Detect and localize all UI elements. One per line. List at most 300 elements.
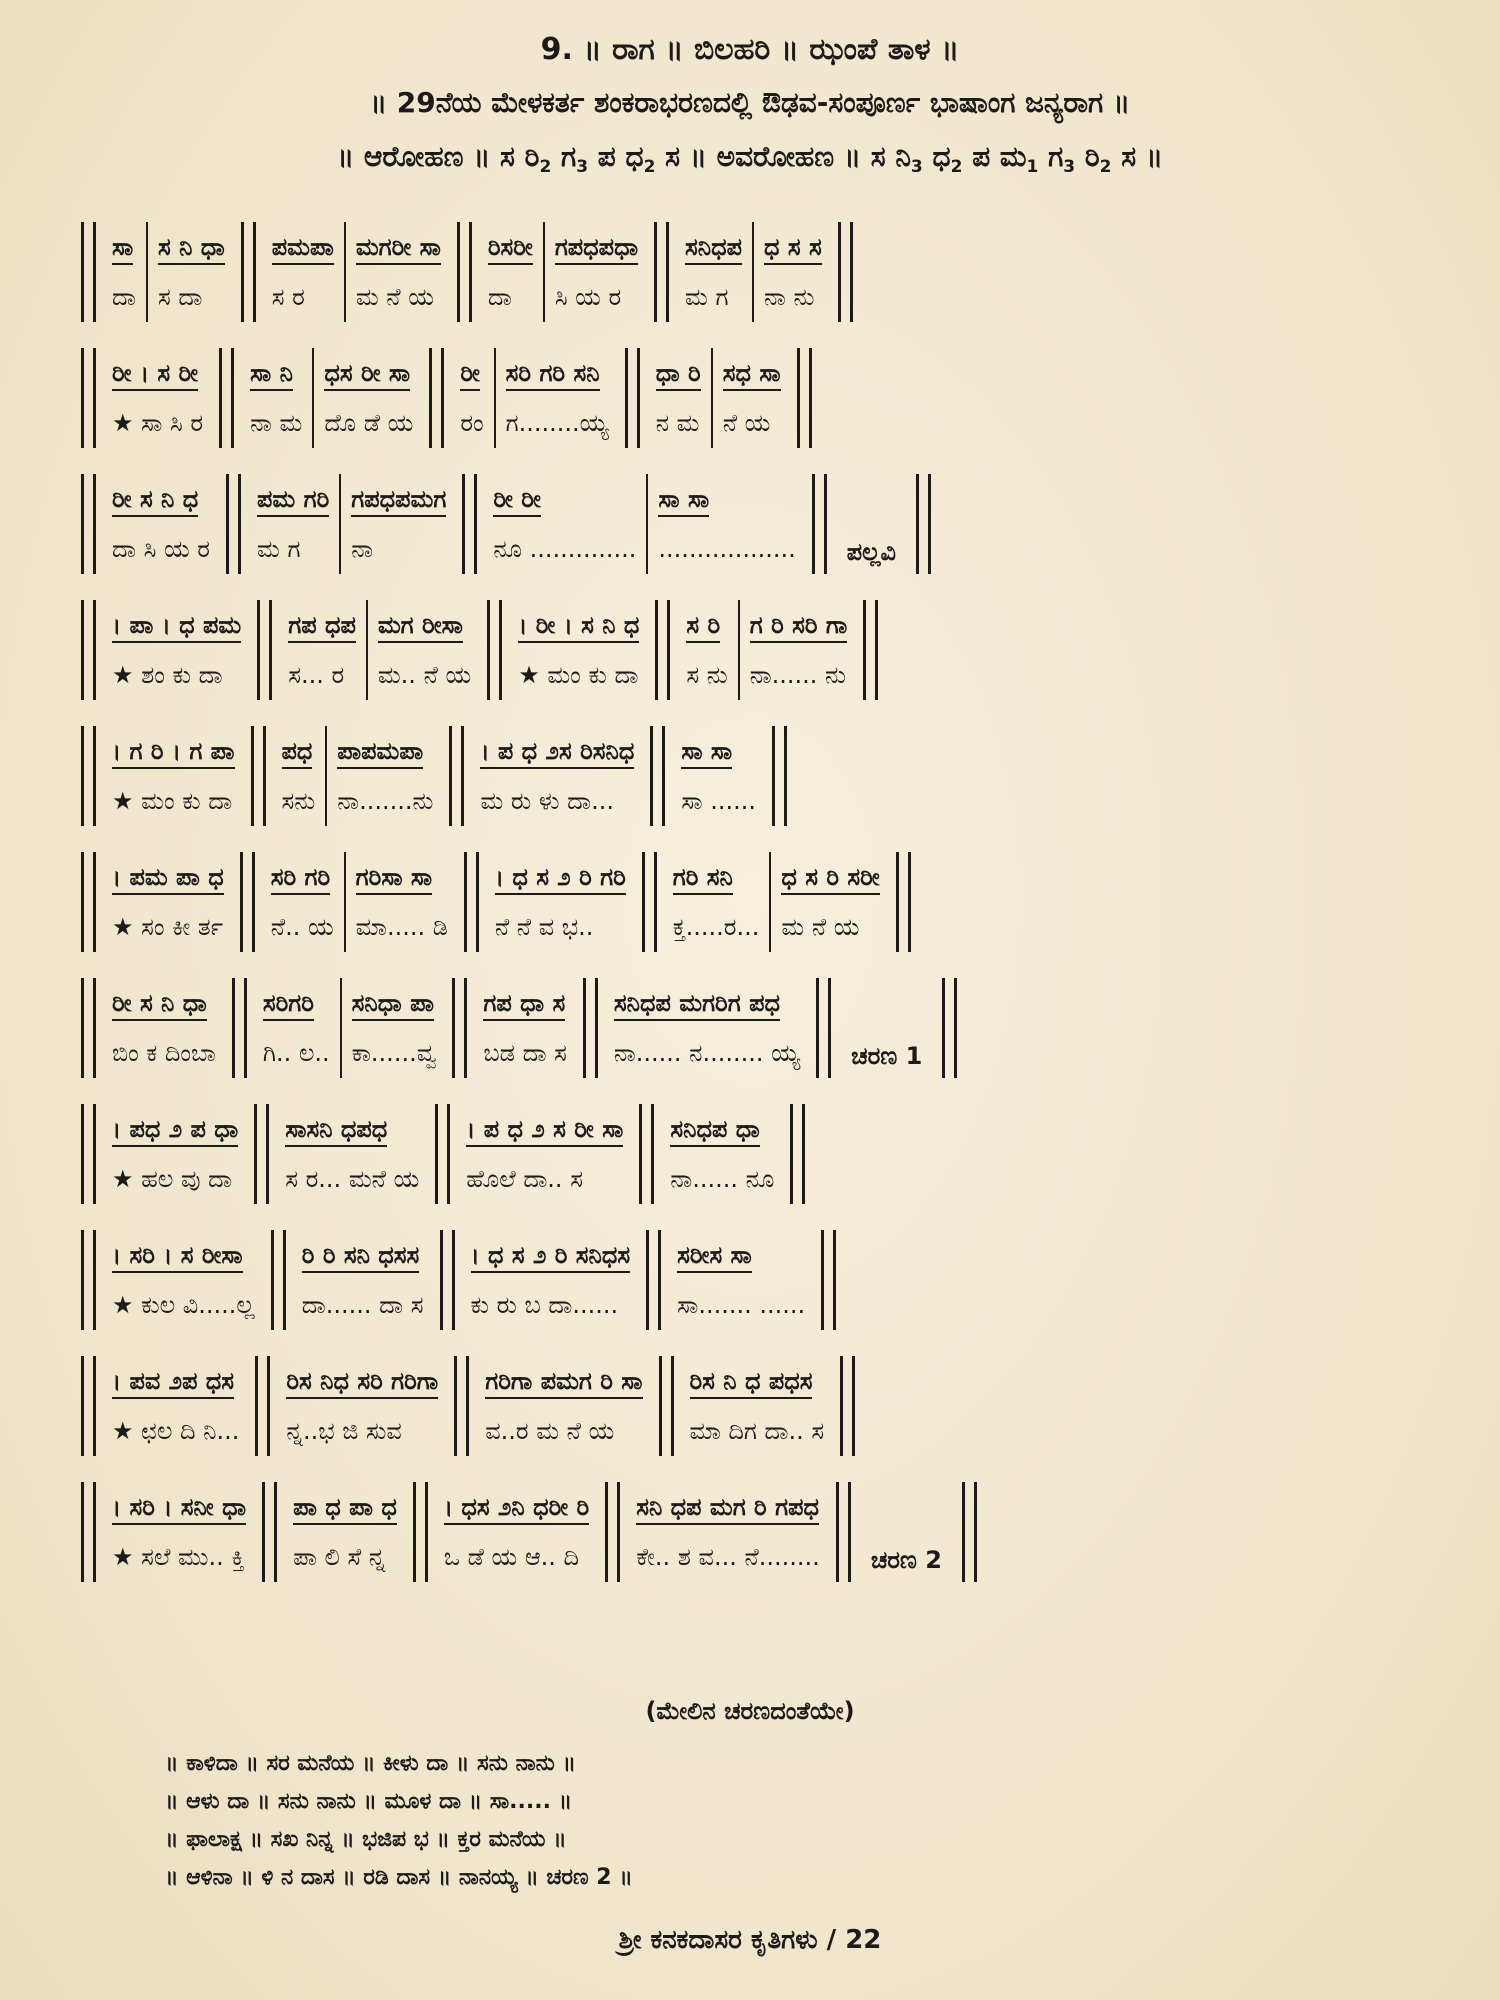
swara-text: [112, 726, 235, 776]
swara-text: [723, 348, 781, 398]
notation-row: [75, 1104, 1425, 1204]
notation-cell: [456, 1104, 633, 1204]
swara-text: [352, 978, 437, 1028]
notation-cell: [646, 348, 711, 448]
double-bar-line: [642, 852, 657, 952]
swara-label: ಸರಿ ಗರಿ ಸನಿ: [506, 359, 600, 391]
double-bar-line: [81, 1104, 96, 1204]
notation-cell: [626, 1482, 830, 1582]
swara-label: ಸಾ ಸಾ: [658, 485, 709, 517]
swara-label: ಗರಿಸಾ ಸಾ: [356, 863, 432, 895]
notation-cell: [485, 852, 636, 952]
notation-cell: [667, 1230, 815, 1330]
notation-cell: [663, 852, 770, 952]
swara-text: [518, 600, 639, 650]
double-bar-line: [583, 978, 598, 1078]
swara-label: ರಿಸ ನಿ ಧ ಪಧಸ: [690, 1367, 813, 1399]
sahitya-text: ★ ಸಲೆ ಮು.. ಕ್ತಿ: [112, 1543, 245, 1571]
sahitya-text: ಮಾ..... ಡಿ: [355, 913, 448, 941]
double-bar-line: [654, 222, 669, 322]
notation-cell: [102, 1482, 256, 1582]
swara-text: [302, 1230, 424, 1280]
swara-text: [460, 348, 483, 398]
double-bar-line: [226, 474, 241, 574]
double-bar-line: [625, 348, 640, 448]
charana-line: ॥ ಆಳಿನಾ ॥ ಳಿ ನ ದಾಸ ॥ ರಡಿ ದಾಸ ॥ ನಾನಯ್ಯ ॥ ಚರಣ 2 ॥: [165, 1865, 633, 1890]
swara-label: ಪಧ: [282, 737, 313, 769]
swara-label: । ಧ ಸ ೨ ರಿ ಸನಿಧಸ: [471, 1241, 631, 1273]
swara-label: । ಸರಿ । ಸ ರೀಸಾ: [112, 1241, 243, 1273]
charana-line: ॥ ಫಾಲಾಕ್ಷ ॥ ಸಖ ನಿನ್ನ ॥ ಭಜಿಪ ಭ ॥ ಕ್ತರ ಮನೆಯ ॥: [165, 1827, 567, 1852]
notation-row: [75, 1356, 1425, 1456]
swara-text: [471, 1230, 631, 1280]
double-bar-line: [240, 852, 255, 952]
section-label: ಚರಣ 1: [851, 1042, 923, 1070]
sahitya-text: ನೂ ..............: [493, 535, 637, 563]
swara-text: [272, 222, 334, 272]
swara-label: ಗ ರಿ ಸರಿ ಗಾ: [750, 611, 848, 643]
swara-label: ಪಾಪಮಪಾ: [337, 737, 423, 769]
notation-cell: [450, 348, 493, 448]
sahitya-text: ★ ಹಲ ವು ದಾ: [112, 1165, 233, 1193]
swara-text: [656, 348, 701, 398]
notation-row: [75, 1482, 1425, 1582]
swara-text: [293, 1482, 397, 1532]
swara-text: [495, 852, 626, 902]
swara-label: ಸರೀಸ ಸಾ: [677, 1241, 752, 1273]
swara-label: ಸನಿಧಪ: [685, 233, 742, 265]
swara-label: ಸಾ ನಿ: [250, 359, 293, 391]
double-bar-line: [254, 1104, 269, 1204]
sahitya-text: ಒ ಡೆ ಯ ಆ.. ದಿ: [443, 1543, 580, 1571]
sahitya-text: ಮ ಗ: [257, 535, 301, 563]
sahitya-text: ಸ ರ... ಮನೆ ಯ: [285, 1165, 420, 1193]
swara-label: ಸನಿ ಧಪ ಮಗ ರಿ ಗಪಧ: [636, 1493, 819, 1525]
swara-text: [356, 852, 448, 902]
double-bar-line: [271, 1230, 286, 1330]
swara-text: [324, 348, 413, 398]
notation-cell: [475, 1356, 652, 1456]
notation-cell: [483, 474, 646, 574]
notation-row: [75, 474, 1425, 574]
swara-text: [282, 726, 316, 776]
swara-text: [351, 474, 446, 524]
sahitya-text: ಬಡ ದಾ ಸ: [483, 1039, 567, 1067]
swara-text: [112, 852, 224, 902]
double-bar-line: [772, 726, 787, 826]
notation-row: [75, 348, 1425, 448]
notation-cell: [604, 978, 810, 1078]
swara-text: [337, 726, 433, 776]
swara-text: [677, 1230, 805, 1280]
sahitya-text: ಸ... ರ: [288, 661, 345, 689]
notation-cell: [102, 474, 220, 574]
sahitya-text: ಮ ಗ: [685, 283, 729, 311]
sahitya-text: ಕ್ತ.....ರ...: [672, 913, 760, 941]
sahitya-text: ಕು ರು ಬ ದಾ......: [470, 1291, 619, 1319]
sahitya-text: ನೆ ನೆ ವ ಭ..: [494, 913, 594, 941]
swara-text: [286, 1356, 438, 1406]
notation-cell: [671, 726, 766, 826]
notation-cell: [346, 222, 451, 322]
notation-cell: [680, 1356, 835, 1456]
double-bar-line: [81, 222, 96, 322]
double-bar-line: [81, 1230, 96, 1330]
sahitya-text: ನಾ ನು: [764, 283, 815, 311]
double-bar-line: [487, 600, 502, 700]
double-bar-line: [790, 1104, 805, 1204]
swara-text: [257, 474, 329, 524]
double-bar-line: [81, 474, 96, 574]
sahitya-text: ಸನು: [281, 787, 316, 815]
double-bar-line: [655, 600, 670, 700]
double-bar-line: [262, 1482, 277, 1582]
double-bar-line: [650, 726, 665, 826]
swara-text: [112, 978, 216, 1028]
swara-label: । ಪ ಧ ೨ಸ ರಿಸನಿಧ: [480, 737, 634, 769]
notation-cell: [102, 600, 251, 700]
swara-label: । ಧ ಸ ೨ ರಿ ಗರಿ: [495, 863, 626, 895]
double-bar-line: [821, 1230, 836, 1330]
swara-text: [493, 474, 636, 524]
notation-cell: [368, 600, 481, 700]
swara-text: [112, 474, 210, 524]
sahitya-text: ದಾ: [487, 283, 512, 311]
swara-text: [112, 1230, 255, 1280]
swara-text: [288, 600, 356, 650]
swara-text: [681, 726, 756, 776]
swara-text: [670, 1104, 774, 1154]
sahitya-text: ಕಾ......ವ್ವ: [351, 1039, 437, 1067]
charana-line: ॥ ಆಳು ದಾ ॥ ಸನು ನಾನು ॥ ಮೂಳ ದಾ ॥ ಸಾ..... ॥: [165, 1789, 573, 1814]
notation-row: [75, 978, 1425, 1078]
swara-label: ಪಮ ಗರಿ: [257, 485, 329, 517]
notation-cell: [275, 1104, 429, 1204]
swara-label: ಸಾ ಸಾ: [681, 737, 732, 769]
sahitya-text: ನಾ ಮ: [250, 409, 303, 437]
sahitya-text: ಸಾ....... ......: [677, 1291, 806, 1319]
sahitya-text: ಬಿಂ ಕ ದಿಂಬಾ: [112, 1039, 216, 1067]
swara-label: । ರೀ । ಸ ನಿ ಧ: [518, 611, 639, 643]
double-bar-line: [962, 1482, 977, 1582]
sahitya-text: ★ ಸಂ ಕೀ ರ್ತ: [112, 913, 224, 941]
swara-label: । ಗ ರಿ । ಗ ಪಾ: [112, 737, 235, 769]
sahitya-text: ★ ಮಂ ಕು ದಾ: [518, 661, 639, 689]
notation-cell: [496, 348, 619, 448]
double-bar-line: [605, 1482, 620, 1582]
notation-cell: [283, 1482, 407, 1582]
swara-text: [764, 222, 822, 272]
sahitya-text: ಮ ನೆ ಯ: [355, 283, 434, 311]
double-bar-line: [81, 978, 96, 1078]
notation-cell: [253, 978, 340, 1078]
double-bar-line: [81, 600, 96, 700]
sahitya-text: ಪಾ ಲಿ ಸೆ ನ್ನ: [293, 1543, 386, 1571]
notation-cell: [240, 348, 312, 448]
double-bar-line: [255, 1356, 270, 1456]
sahitya-text: ನಾ: [351, 535, 374, 563]
sahitya-text: ನಾ...... ನೂ: [670, 1165, 775, 1193]
double-bar-line: [219, 348, 234, 448]
swara-label: ಸಧ ಸಾ: [723, 359, 781, 391]
swara-label: ರೀ ರೀ: [493, 485, 541, 517]
double-bar-line: [81, 1482, 96, 1582]
swara-text: [658, 474, 795, 524]
double-bar-line: [464, 852, 479, 952]
sahitya-text: ..................: [658, 535, 796, 563]
double-bar-line: [659, 1356, 674, 1456]
sahitya-text: ಸ ರ: [271, 283, 305, 311]
double-bar-line: [413, 1482, 428, 1582]
swara-text: [271, 852, 334, 902]
swara-label: ಸರಿ ಗರಿ: [271, 863, 330, 895]
double-bar-line: [81, 1356, 96, 1456]
swara-label: ಸ ರಿ: [686, 611, 720, 643]
notation-cell: [676, 600, 737, 700]
double-bar-line: [942, 978, 957, 1078]
double-bar-line: [462, 474, 477, 574]
notation-row: [75, 1230, 1425, 1330]
swara-label: ಗಪ ಧಪ: [288, 611, 356, 643]
sahitya-text: ಗ........ಯ್ಯ: [505, 409, 609, 437]
notation-cell: [771, 852, 889, 952]
notation-cell: [261, 852, 344, 952]
notation-cell: [508, 600, 649, 700]
notation-cell: [102, 978, 226, 1078]
swara-label: ಸಾ: [112, 233, 133, 265]
swara-label: ಸನಿಧಪ ಧಾ: [670, 1115, 759, 1147]
notation-cell: [272, 726, 326, 826]
swara-label: ಮಗರೀ ಸಾ: [356, 233, 441, 265]
double-bar-line: [251, 726, 266, 826]
double-bar-line: [646, 1230, 661, 1330]
sahitya-text: ನೆ ಯ: [722, 409, 771, 437]
song-title: 9. ॥ ರಾಗ ॥ ಬಿಲಹರಿ ॥ ಝಂಪೆ ತಾಳ ॥: [540, 32, 960, 67]
notation-cell: [545, 222, 648, 322]
double-bar-line: [840, 1356, 855, 1456]
double-bar-line: [639, 1104, 654, 1204]
notation-cell: [102, 1356, 249, 1456]
raga-description: ॥ 29ನೆಯ ಮೇಳಕರ್ತ ಶಂಕರಾಭರಣದಲ್ಲಿ ಔಢವ-ಸಂಪೂರ್ಣ ಭಾಷಾಂಗ ಜನ್ಯರಾಗ ॥: [369, 86, 1131, 119]
sahitya-text: ಮ.. ನೆ ಯ: [377, 661, 472, 689]
notation-cell: [740, 600, 858, 700]
swara-label: ರಿಸ ನಿಧ ಸರಿ ಗರಿಗಾ: [286, 1367, 438, 1399]
notation-row: [75, 222, 1425, 322]
double-bar-line: [863, 600, 878, 700]
sahitya-text: ದಾ ಸಿ ಯ ರ: [112, 535, 211, 563]
swara-label: ಸಾಸನಿ ಧಪಧ: [285, 1115, 387, 1147]
swara-text: [112, 1356, 239, 1406]
swara-label: । ಪಮ ಪಾ ಧ: [112, 863, 224, 895]
swara-text: [250, 348, 302, 398]
swara-label: ಗಪಧಪಧಾ: [555, 233, 638, 265]
notation-cell: [102, 348, 213, 448]
swara-label: ಸ ನಿ ಧಾ: [158, 233, 225, 265]
swara-text: [112, 1104, 238, 1154]
swara-label: ಗಪಧಪಮಗ: [351, 485, 446, 517]
sahitya-text: ★ ಮಂ ಕು ದಾ: [112, 787, 233, 815]
double-bar-line: [81, 852, 96, 952]
sahitya-text: ಸ ದಾ: [157, 283, 203, 311]
swara-label: ರೀ: [460, 359, 480, 391]
sahitya-text: ನಾ.......ನು: [337, 787, 434, 815]
sahitya-text: ದೊ ಡೆ ಯ: [324, 409, 414, 437]
double-bar-line: [241, 222, 256, 322]
notation-cell: [461, 1230, 641, 1330]
notation-cell: [314, 348, 423, 448]
swara-label: ಗರಿ ಸನಿ: [673, 863, 733, 895]
swara-text: [444, 1482, 589, 1532]
sahitya-text: ಮ ರು ಳು ದಾ...: [480, 787, 615, 815]
notation-cell: [675, 222, 752, 322]
sahitya-text: ★ ಶಂ ಕು ದಾ: [112, 661, 223, 689]
notation-cell: [473, 978, 577, 1078]
swara-text: [112, 1482, 246, 1532]
double-bar-line: [916, 474, 931, 574]
notation-table: [75, 222, 1425, 1608]
notation-cell: [342, 978, 447, 1078]
swara-text: [555, 222, 638, 272]
swara-label: ಮಗ ರೀಸಾ: [378, 611, 463, 643]
section-label: ಪಲ್ಲವಿ: [846, 538, 897, 566]
swara-label: ರಿ ರಿ ಸನಿ ಧಸಸ: [302, 1241, 420, 1273]
sahitya-text: ಮ ನೆ ಯ: [781, 913, 860, 941]
notation-cell: [247, 474, 339, 574]
notation-cell: [660, 1104, 784, 1204]
swara-label: ಧಾ ರಿ: [656, 359, 701, 391]
swara-label: ಸನಿಧಪ ಮಗರಿಗ ಪಧ: [614, 989, 780, 1021]
sahitya-text: ರಂ: [460, 409, 484, 437]
swara-label: ಧ ಸ ರಿ ಸರೀ: [781, 863, 879, 895]
double-bar-line: [816, 978, 831, 1078]
notation-cell: [102, 222, 146, 322]
swara-text: [285, 1104, 419, 1154]
section-label: ಚರಣ 2: [870, 1546, 942, 1574]
double-bar-line: [449, 726, 464, 826]
swara-label: ಸರಿಗರಿ: [263, 989, 314, 1021]
swara-text: [466, 1104, 623, 1154]
swara-text: [483, 978, 567, 1028]
sahitya-text: ಸಾ ......: [681, 787, 756, 815]
swara-label: । ಪಾ । ಧ ಪಮ: [112, 611, 241, 643]
swara-text: [112, 348, 203, 398]
swara-label: ಗರಿಗಾ ಪಮಗ ರಿ ಸಾ: [485, 1367, 642, 1399]
sahitya-text: ವ..ರ ಮ ನೆ ಯ: [485, 1417, 615, 1445]
double-bar-line: [836, 1482, 851, 1582]
double-bar-line: [457, 222, 472, 322]
charana-lines: [165, 1745, 633, 1897]
sahitya-text: ★ ಕುಲ ವಿ.....ಲ್ಲ: [112, 1291, 255, 1319]
sahitya-text: ನ ಮ: [655, 409, 700, 437]
notation-cell: [346, 852, 458, 952]
sahitya-text: ನ್ನ..ಭ ಜಿ ಸುವ: [286, 1417, 402, 1445]
double-bar-line: [257, 600, 272, 700]
sahitya-text: ಕೇ.. ಶ ವ... ನೆ........: [636, 1543, 820, 1571]
double-bar-line: [454, 1356, 469, 1456]
double-bar-line: [838, 222, 853, 322]
swara-text: [506, 348, 609, 398]
notation-cell: [648, 474, 805, 574]
swara-label: । ಪವ ೨ಪ ಧಸ: [112, 1367, 234, 1399]
swara-label: । ಸರಿ । ಸನೀ ಧಾ: [112, 1493, 246, 1525]
notation-cell: [276, 1356, 448, 1456]
notation-row: [75, 600, 1425, 700]
sahitya-text: ★ ಸಾ ಸಿ ರ: [112, 409, 204, 437]
double-bar-line: [440, 1230, 455, 1330]
notation-cell: [278, 600, 366, 700]
swara-text: [112, 600, 241, 650]
swara-label: । ಧಸ ೨ನಿ ಧರೀ ರಿ: [444, 1493, 589, 1525]
sahitya-text: ಹೊಲೆ ದಾ.. ಸ: [466, 1165, 583, 1193]
swara-text: [158, 222, 225, 272]
swara-label: ರೀ ಸ ನಿ ಧಾ: [112, 989, 207, 1021]
swara-text: [685, 222, 742, 272]
double-bar-line: [435, 1104, 450, 1204]
swara-label: ಧಸ ರೀ ಸಾ: [324, 359, 410, 391]
swara-text: [636, 1482, 820, 1532]
notation-row: [75, 726, 1425, 826]
notation-cell: [148, 222, 235, 322]
swara-label: ಧ ಸ ಸ: [764, 233, 822, 265]
swara-text: [614, 978, 800, 1028]
sahitya-text: ಸಿ ಯ ರ: [554, 283, 622, 311]
notation-cell: [713, 348, 791, 448]
sahitya-text: ನಾ...... ನ........ ಯ್ಯ: [613, 1039, 801, 1067]
double-bar-line: [81, 726, 96, 826]
swara-label: । ಪ ಧ ೨ ಸ ರೀ ಸಾ: [466, 1115, 623, 1147]
sahitya-text: ನಾ...... ನು: [749, 661, 846, 689]
notation-cell: [292, 1230, 434, 1330]
swara-label: ಗಪ ಧಾ ಸ: [483, 989, 565, 1021]
double-bar-line: [896, 852, 911, 952]
notation-cell: [327, 726, 443, 826]
swara-text: [356, 222, 441, 272]
arohana-avarohana: ॥ ಆರೋಹಣ ॥ ಸ $ರಿ_2$ ಗ$_3$ ಪ ಧ$_2$ ಸ ॥ ಅವರೋಹಣ ॥ ಸ $ನಿ_3$ ಧ$_2$ ಪ ಮ$_1$ ಗ$_3$ $ರಿ_2$ ಸ ॥: [337, 140, 1163, 177]
notation-cell: [341, 474, 456, 574]
swara-text: [690, 1356, 825, 1406]
swara-text: [750, 600, 848, 650]
swara-text: [485, 1356, 642, 1406]
swara-text: [263, 978, 330, 1028]
swara-label: ಪಮಪಾ: [272, 233, 334, 265]
notation-cell: [470, 726, 644, 826]
swara-text: [112, 222, 136, 272]
sahitya-text: ★ ಛಲ ದಿ ನಿ...: [112, 1417, 240, 1445]
notation-cell: [434, 1482, 599, 1582]
notation-cell: [102, 852, 234, 952]
swara-label: ಸನಿಧಾ ಪಾ: [352, 989, 434, 1021]
swara-label: ರಿಸರೀ: [488, 233, 533, 265]
swara-text: [378, 600, 471, 650]
swara-label: ರೀ ಸ ನಿ ಧ: [112, 485, 198, 517]
double-bar-line: [429, 348, 444, 448]
swara-text: [488, 222, 533, 272]
notation-cell: [754, 222, 832, 322]
sahitya-text: ಗಿ.. ಲ..: [262, 1039, 330, 1067]
swara-text: [781, 852, 879, 902]
notation-cell: [102, 1230, 265, 1330]
charana-line: ॥ ಕಾಳಿದಾ ॥ ಸರ ಮನೆಯ ॥ ಕೀಳು ದಾ ॥ ಸನು ನಾನು ॥: [165, 1751, 576, 1776]
swara-label: ರೀ । ಸ ರೀ: [112, 359, 198, 391]
swara-text: [686, 600, 727, 650]
sahitya-text: ದಾ...... ದಾ ಸ: [301, 1291, 424, 1319]
notation-cell: [478, 222, 543, 322]
swara-label: । ಪಧ ೨ ಪ ಧಾ: [112, 1115, 238, 1147]
sahitya-text: ದಾ: [112, 283, 136, 311]
sahitya-text: ನೆ.. ಯ: [270, 913, 334, 941]
swara-text: [673, 852, 760, 902]
sahitya-text: ಮಾ ದಿಗ ದಾ.. ಸ: [689, 1417, 825, 1445]
